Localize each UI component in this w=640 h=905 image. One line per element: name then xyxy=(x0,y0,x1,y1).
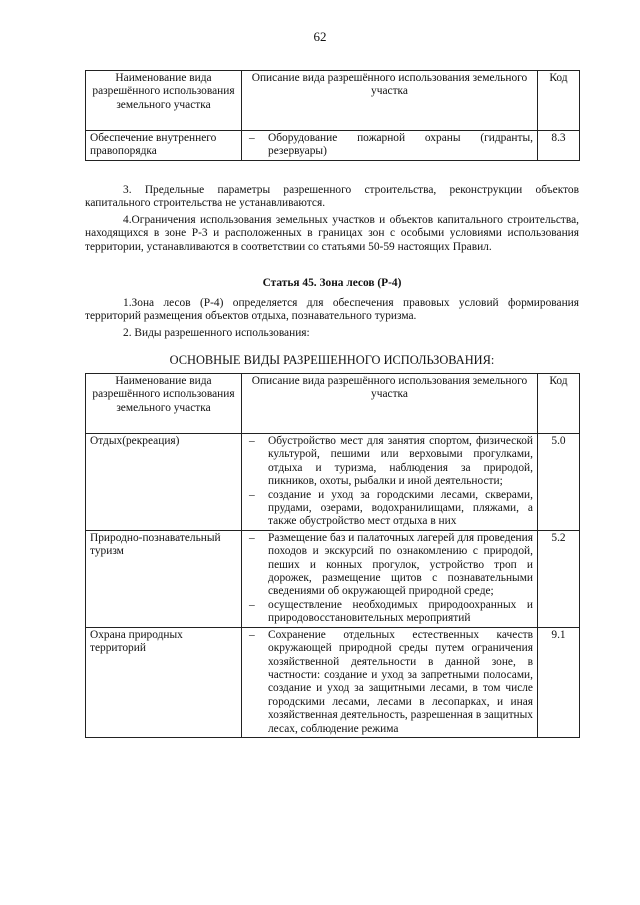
section-title: ОСНОВНЫЕ ВИДЫ РАЗРЕШЕННОГО ИСПОЛЬЗОВАНИЯ: xyxy=(169,353,495,367)
row-code: 5.0 xyxy=(538,434,580,531)
paragraph-1: 1.Зона лесов (Р-4) определяется для обеспечения правовых условий формирования территорий размещения объектов отдыха, познавательного туризма. xyxy=(85,297,579,323)
row-name: Обеспечение внутреннего правопорядка xyxy=(86,131,242,161)
bullet-item: – Оборудование пожарной охраны (гидранты, резервуары) xyxy=(246,132,533,159)
article-title: Статья 45. Зона лесов (Р-4) xyxy=(262,277,402,289)
header-description: Описание вида разрешённого использования земельного участка xyxy=(242,71,538,131)
row-description xyxy=(242,131,538,161)
table-row xyxy=(86,627,580,737)
header-name: Наименование вида разрешённого использования земельного участка xyxy=(86,374,242,434)
bullet-item: – Сохранение отдельных естественных качеств окружающей природной среды путем ограничения хозяйственной деятельности в данной зоне, в частности: создание и уход за запретными полосами, создание и уход за защитными лесами, в том числе городскими лесами, лесами в лесопарках, и иная хозяйственная деятельность, разрешенная в защитных лесах, соблюдение режима xyxy=(246,629,533,736)
row-description xyxy=(242,627,538,737)
bullet-item: – Обустройство мест для занятия спортом, физической культурой, пешими или верховыми прогулками, отдыха и туризма, наблюдения за природой, пикников, охоты, рыбалки и иной деятельности; xyxy=(246,435,533,489)
header-code: Код xyxy=(538,374,580,434)
row-description xyxy=(242,434,538,531)
bullet-item: – создание и уход за городскими лесами, скверами, прудами, озерами, водохранилищами, пляжами, а также обустройство мест отдыха в них xyxy=(246,489,533,529)
row-name: Охрана природных территорий xyxy=(86,627,242,737)
bullet-item: – осуществление необходимых природоохранных и природовосстановительных мероприятий xyxy=(246,599,533,626)
row-description xyxy=(242,530,538,627)
paragraph-2: 2. Виды разрешенного использования: xyxy=(123,327,310,339)
land-use-table xyxy=(85,373,580,738)
table-row xyxy=(86,434,580,531)
table-row xyxy=(86,131,580,161)
header-name: Наименование вида разрешённого использования земельного участка xyxy=(86,71,242,131)
page-number: 62 xyxy=(313,29,327,44)
row-code: 9.1 xyxy=(538,627,580,737)
row-code: 5.2 xyxy=(538,530,580,627)
row-name: Природно-познавательный туризм xyxy=(86,530,242,627)
table-row xyxy=(86,530,580,627)
paragraph-3: 3. Предельные параметры разрешенного строительства, реконструкции объектов капитального строительства не устанавливаются. xyxy=(85,184,579,210)
header-code: Код xyxy=(538,71,580,131)
header-description: Описание вида разрешённого использования земельного участка xyxy=(242,374,538,434)
paragraph-4: 4.Ограничения использования земельных участков и объектов капитального строительства, находящихся в зоне Р-3 и расположенных в границах зон с особыми условиями использования территории, устанавливаются в соответствии со статьями 50-59 настоящих Правил. xyxy=(85,214,579,253)
bullet-item: – Размещение баз и палаточных лагерей для проведения походов и экскурсий по ознакомлению с природой, пеших и конных прогулок, устройство троп и дорожек, размещение щитов с познавательными сведениями об окружающей природной среде; xyxy=(246,532,533,599)
row-code: 8.3 xyxy=(538,131,580,161)
row-name: Отдых(рекреация) xyxy=(86,434,242,531)
land-use-table-continued xyxy=(85,70,580,161)
